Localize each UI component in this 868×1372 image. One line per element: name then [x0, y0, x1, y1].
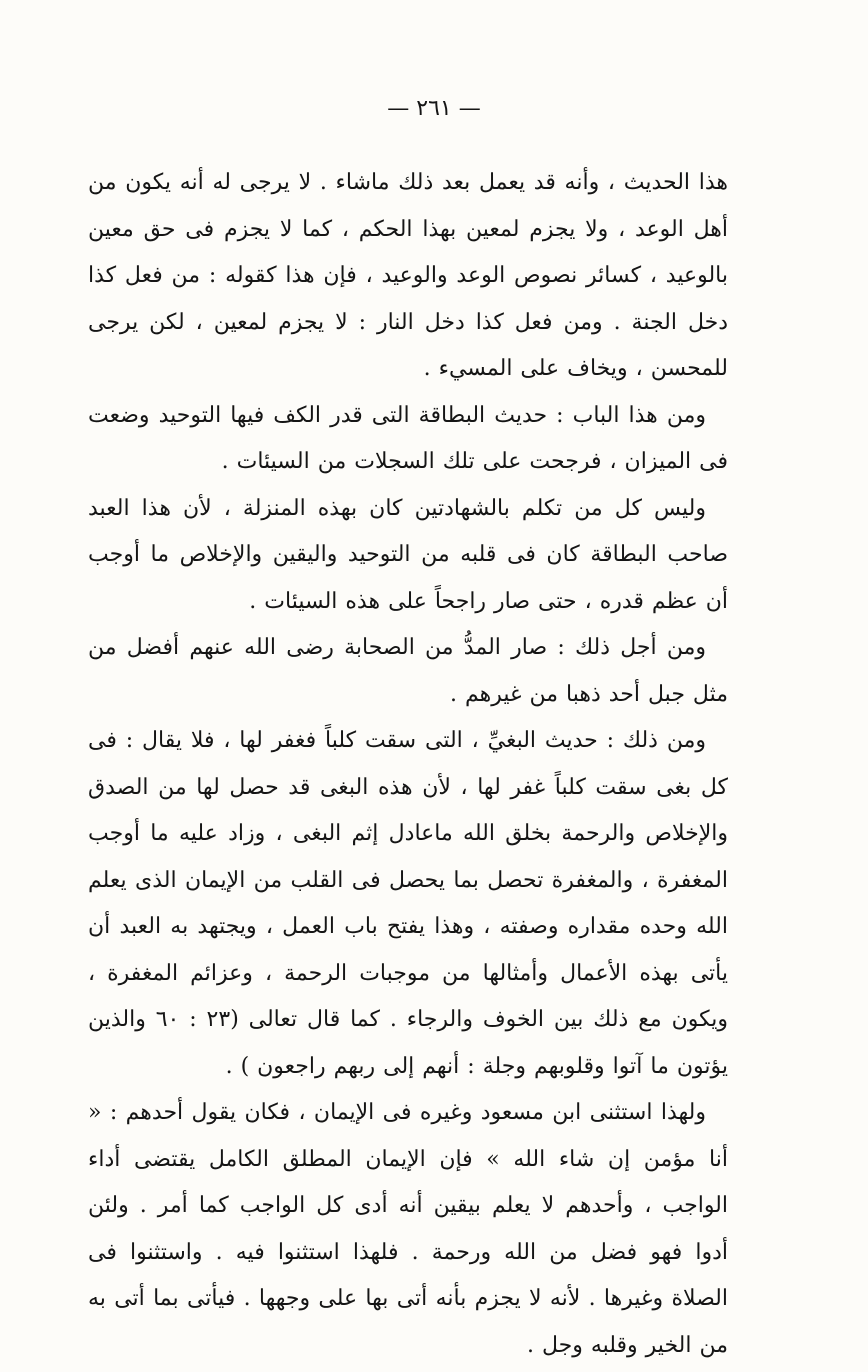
paragraph: هذا الحديث ، وأنه قد يعمل بعد ذلك ماشاء . لا يرجى له أنه يكون من أهل الوعد ، ولا يجزم لمعين بهذا الحكم ، كما لا يجزم فى حق معين بالوعيد ، كسائر نصوص الوعد والوعيد ، فإن هذا كقوله : من فعل كذا دخل الجنة . ومن فعل كذا دخل النار : لا يجزم لمعين ، لكن يرجى للمحسن ، ويخاف على المسيء . — [88, 170, 728, 381]
body-text — [88, 160, 728, 1369]
paragraph: ولهذا استثنى ابن مسعود وغيره فى الإيمان ، فكان يقول أحدهم : « أنا مؤمن إن شاء الله » فإن الإيمان المطلق الكامل يقتضى أداء الواجب ، وأحدهم لا يعلم بيقين أنه أدى كل الواجب كما أمر . ولئن أدوا فهو فضل من الله ورحمة . فلهذا استثنوا فيه . واستثنوا فى الصلاة وغيرها . لأنه لا يجزم بأنه أتى بها على وجهها . فيأتى بما أتى به من الخير وقلبه وجل . — [88, 1100, 728, 1358]
paragraph: ومن ذلك : حديث البغيِّ ، التى سقت كلباً فغفر لها ، فلا يقال : فى كل بغى سقت كلباً غفر لها ، لأن هذه البغى قد حصل لها من الصدق والإخلاص والرحمة بخلق الله ماعادل إثم البغى ، وزاد عليه ما أوجب المغفرة ، والمغفرة تحصل بما يحصل فى القلب من الإيمان الذى يعلم الله وحده مقداره وصفته ، وهذا يفتح باب العمل ، ويجتهد به العبد أن يأتى بهذه الأعمال وأمثالها من موجبات الرحمة ، وعزائم المغفرة ، ويكون مع ذلك بين الخوف والرجاء . كما قال تعالى (٢٣ : ٦٠ والذين يؤتون ما آتوا وقلوبهم وجلة : أنهم إلى ربهم راجعون ) . — [88, 728, 728, 1079]
page-number: — ٢٦١ — — [387, 96, 481, 121]
paragraph: ومن أجل ذلك : صار المدُّ من الصحابة رضى الله عنهم أفضل من مثل جبل أحد ذهبا من غيرهم . — [88, 635, 728, 707]
paragraph: وليس كل من تكلم بالشهادتين كان بهذه المنزلة ، لأن هذا العبد صاحب البطاقة كان فى قلبه من التوحيد واليقين والإخلاص ما أوجب أن عظم قدره ، حتى صار راجحاً على هذه السيئات . — [88, 495, 728, 614]
paragraph: ومن هذا الباب : حديث البطاقة التى قدر الكف فيها التوحيد وضعت فى الميزان ، فرجحت على تلك السجلات من السيئات . — [88, 402, 728, 474]
